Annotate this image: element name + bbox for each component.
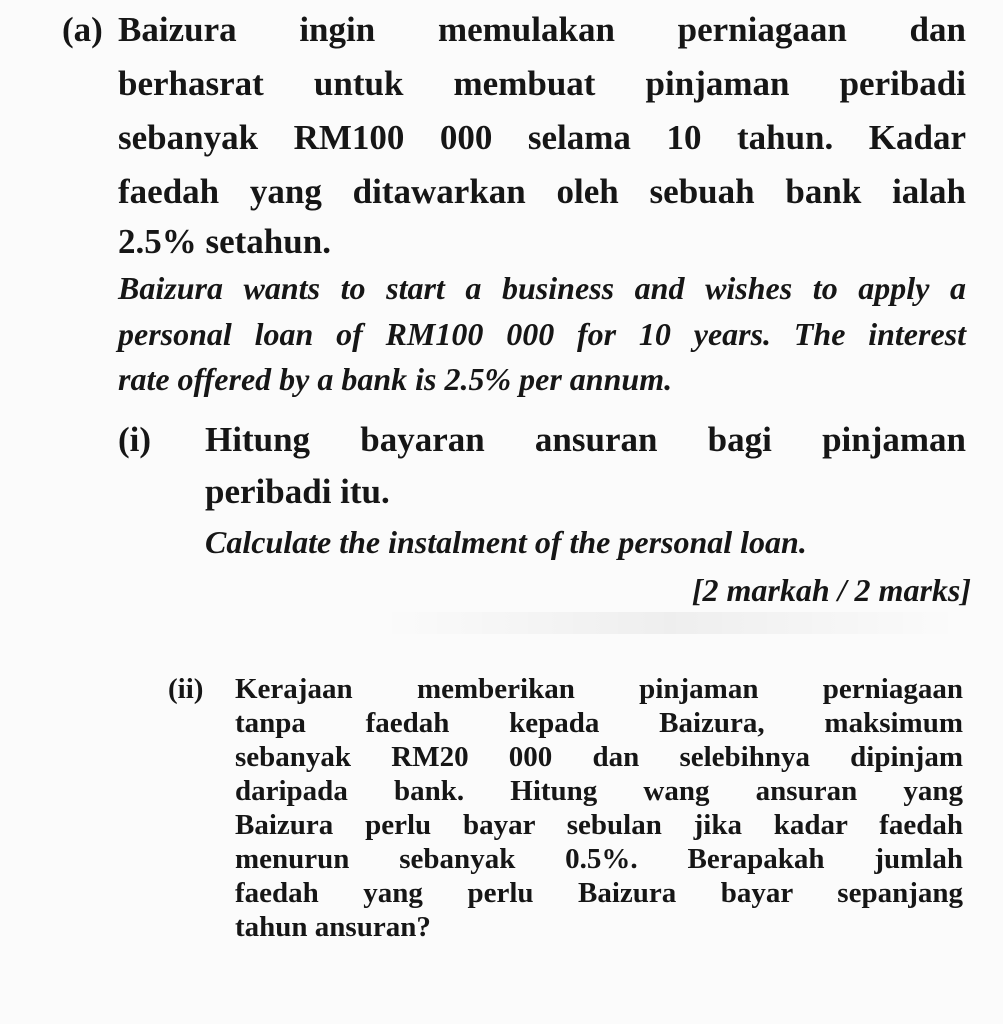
english-line: Baizura wants to start a business and wishes to apply a <box>118 270 966 306</box>
part-ii-label: (ii) <box>168 673 204 705</box>
text-line: tahun ansuran? <box>235 911 431 943</box>
text-line: menurun sebanyak 0.5%. Berapakah jumlah <box>235 843 963 875</box>
text-line: Kerajaan memberikan pinjaman perniagaan <box>235 673 963 705</box>
part-a-label: (a) <box>62 10 103 49</box>
text-line: daripada bank. Hitung wang ansuran yang <box>235 775 963 807</box>
text-line: Baizura perlu bayar sebulan jika kadar faedah <box>235 809 963 841</box>
malay-line: berhasrat untuk membuat pinjaman peribadi <box>118 64 966 103</box>
malay-line: Baizura ingin memulakan perniagaan dan <box>118 10 966 49</box>
text-line: sebanyak RM20 000 dan selebihnya dipinjam <box>235 741 963 773</box>
english-line: rate offered by a bank is 2.5% per annum. <box>118 361 673 397</box>
text-line: faedah yang perlu Baizura bayar sepanjang <box>235 877 963 909</box>
malay-line: peribadi itu. <box>205 472 390 511</box>
page-shadow <box>380 612 960 634</box>
marks-text: [2 markah / 2 marks] <box>691 572 971 608</box>
english-line: Calculate the instalment of the personal loan. <box>205 524 807 560</box>
part-i-label: (i) <box>118 420 152 459</box>
marks-label <box>692 570 971 610</box>
malay-line: faedah yang ditawarkan oleh sebuah bank ialah <box>118 172 966 211</box>
malay-line: Hitung bayaran ansuran bagi pinjaman <box>205 420 966 459</box>
malay-line: 2.5% setahun. <box>118 222 331 261</box>
malay-line: sebanyak RM100 000 selama 10 tahun. Kadar <box>118 118 966 157</box>
text-line: tanpa faedah kepada Baizura, maksimum <box>235 707 963 739</box>
english-line: personal loan of RM100 000 for 10 years. The interest <box>118 316 966 352</box>
